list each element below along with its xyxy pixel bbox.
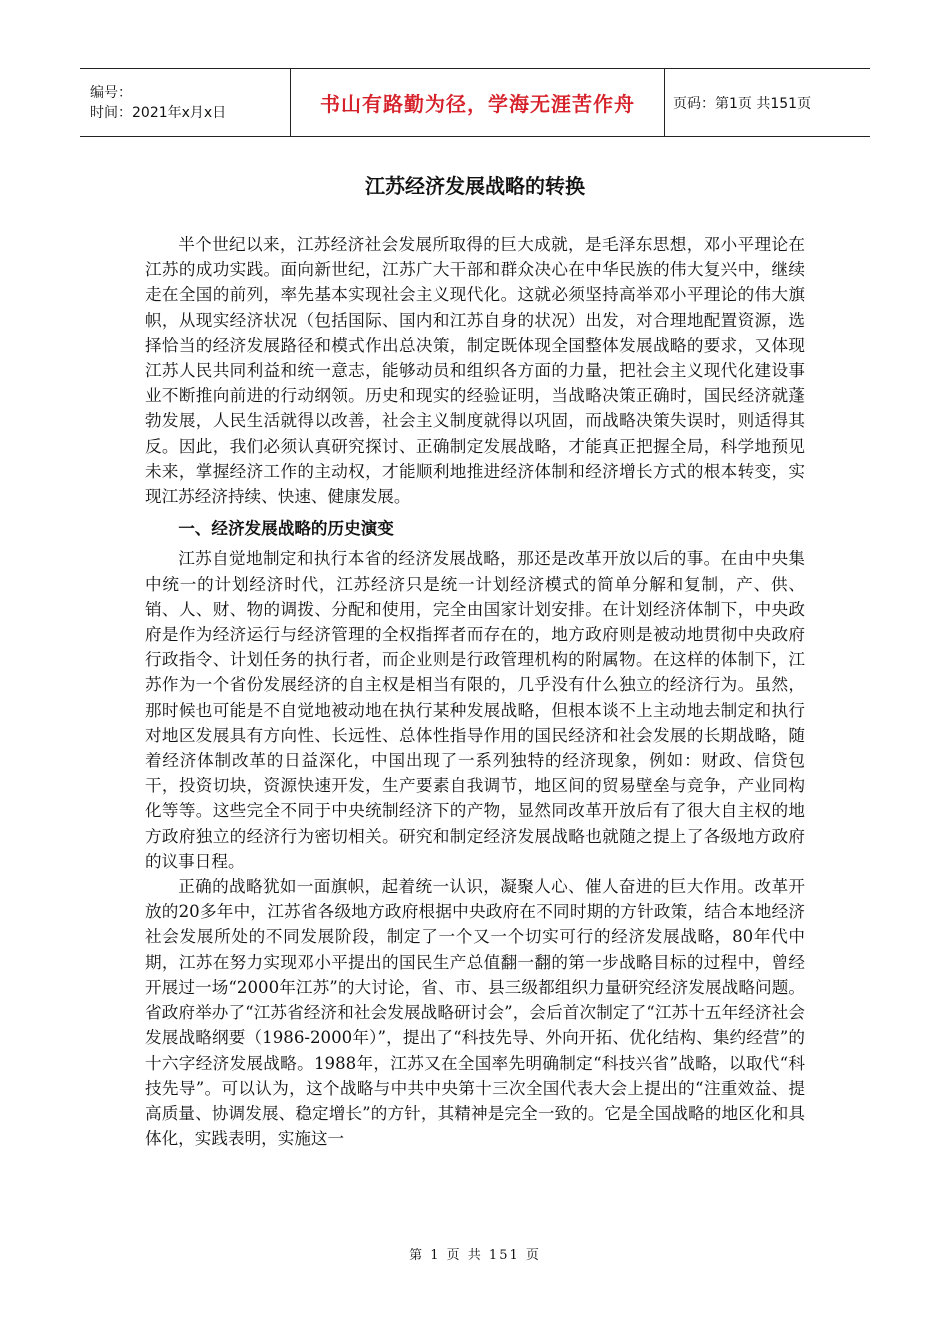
time-label: 时间：2021年x月x日 xyxy=(90,104,227,121)
header-page-info: 页码：第1页 共151页 xyxy=(673,95,812,112)
header-meta xyxy=(80,69,291,136)
body-paragraph: 正确的战略犹如一面旗帜，起着统一认识，凝聚人心、催人奋进的巨大作用。改革开放的20多年中，江苏省各级地方政府根据中央政府在不同时期的方针政策，结合本地经济社会发展所处的不同发展阶段，制定了一个又一个切实可行的经济发展战略，80年代中期，江苏在努力实现邓小平提出的国民生产总值翻一翻的第一步战略目标的过程中，曾经开展过一场“2000年江苏”的大讨论，省、市、县三级都组织力量研究经济发展战略问题。省政府举办了“江苏省经济和社会发展战略研讨会”，会后首次制定了“江苏十五年经济社会发展战略纲要（1986-2000年）”，提出了“科技先导、外向开拓、优化结构、集约经营”的十六字经济发展战略。1988年，江苏又在全国率先明确制定“科技兴省”战略，以取代“科技先导”。可以认为，这个战略与中共中央第十三次全国代表大会上提出的“注重效益、提高质量、协调发展、稳定增长”的方针，其精神是完全一致的。它是全国战略的地区化和具体化，实践表明，实施这一 xyxy=(145,877,805,1149)
number-label: 编号： xyxy=(90,84,132,101)
document-title: 江苏经济发展战略的转换 xyxy=(365,174,585,198)
document-body xyxy=(145,232,805,1151)
header-motto: 书山有路勤为径，学海无涯苦作舟 xyxy=(291,69,665,136)
page-footer: 第 1 页 共 151 页 xyxy=(409,1248,541,1263)
intro-paragraph: 半个世纪以来，江苏经济社会发展所取得的巨大成就，是毛泽东思想，邓小平理论在江苏的成功实践。面向新世纪，江苏广大干部和群众决心在中华民族的伟大复兴中，继续走在全国的前列，率先基本实现社会主义现代化。这就必须坚持高举邓小平理论的伟大旗帜，从现实经济状况（包括国际、国内和江苏自身的状况）出发，对合理地配置资源，选择恰当的经济发展路径和模式作出总决策，制定既体现全国整体发展战略的要求，又体现江苏人民共同利益和统一意志，能够动员和组织各方面的力量，把社会主义现代化建设事业不断推向前进的行动纲领。历史和现实的经验证明，当战略决策正确时，国民经济就蓬勃发展，人民生活就得以改善，社会主义制度就得以巩固，而战略决策失误时，则适得其反。因此，我们必须认真研究探讨、正确制定发展战略，才能真正把握全局，科学地预见未来，掌握经济工作的主动权，才能顺利地推进经济体制和经济增长方式的根本转变，实现江苏经济持续、快速、健康发展。 xyxy=(145,235,805,507)
body-paragraph: 江苏自觉地制定和执行本省的经济发展战略，那还是改革开放以后的事。在由中央集中统一的计划经济时代，江苏经济只是统一计划经济模式的简单分解和复制，产、供、销、人、财、物的调拨、分配和使用，完全由国家计划安排。在计划经济体制下，中央政府是作为经济运行与经济管理的全权指挥者而存在的，地方政府则是被动地贯彻中央政府行政指令、计划任务的执行者，而企业则是行政管理机构的附属物。在这样的体制下，江苏作为一个省份发展经济的自主权是相当有限的，几乎没有什么独立的经济行为。虽然，那时候也可能是不自觉地被动地在执行某种发展战略，但根本谈不上主动地去制定和执行对地区发展具有方向性、长远性、总体性指导作用的国民经济和社会发展的长期战略，随着经济体制改革的日益深化，中国出现了一系列独特的经济现象，例如：财政、信贷包干，投资切块，资源快速开发，生产要素自我调节，地区间的贸易壁垒与竞争，产业同构化等等。这些完全不同于中央统制经济下的产物，显然同改革开放后有了很大自主权的地方政府独立的经济行为密切相关。研究和制定经济发展战略也就随之提上了各级地方政府的议事日程。 xyxy=(145,549,805,871)
document-header xyxy=(80,68,870,137)
section-heading: 一、经济发展战略的历史演变 xyxy=(178,519,394,539)
